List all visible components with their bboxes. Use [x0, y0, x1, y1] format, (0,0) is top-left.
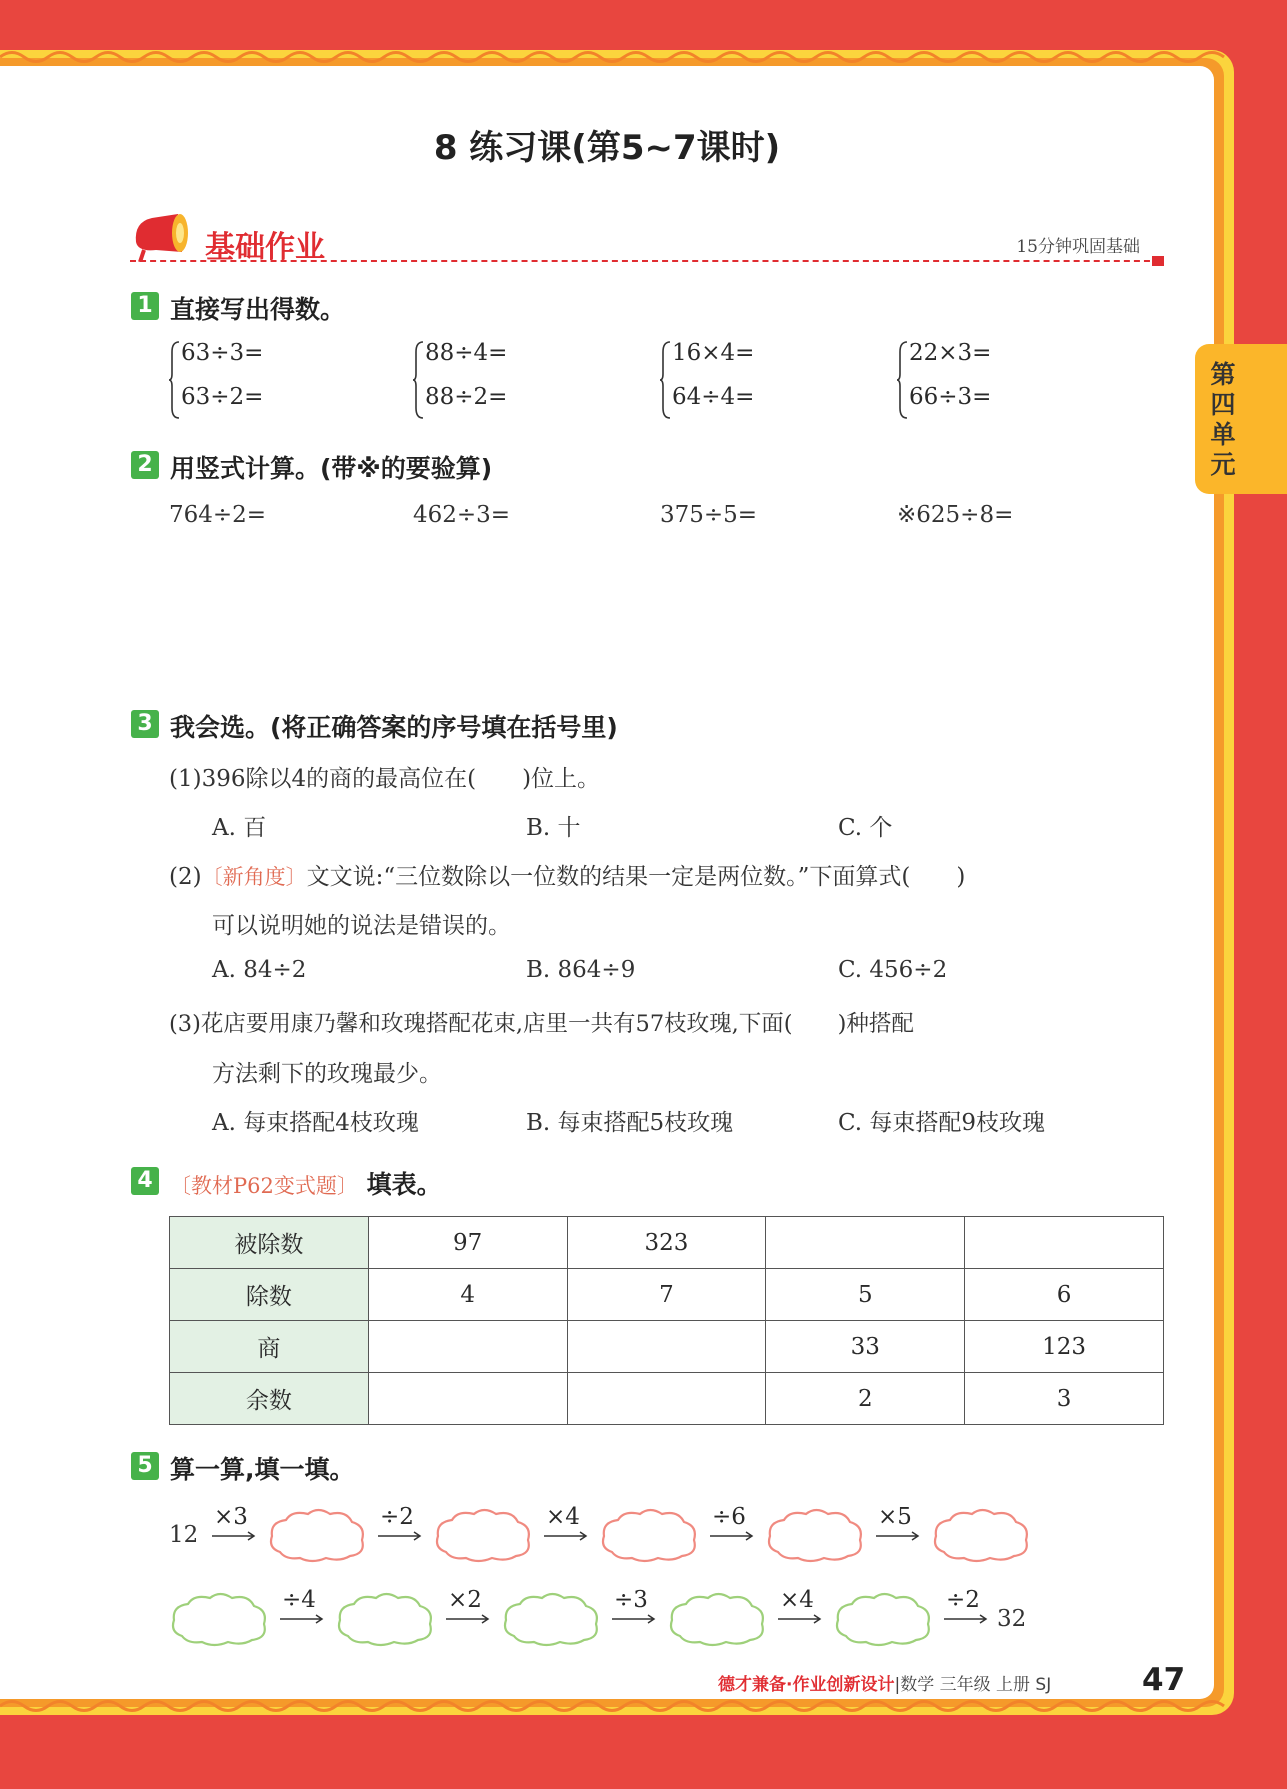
table-cell: 123	[965, 1321, 1164, 1373]
answer-cloud-red[interactable]	[598, 1506, 700, 1564]
operator: ÷3	[614, 1587, 648, 1613]
table-row	[170, 1373, 1164, 1425]
table-row	[170, 1217, 1164, 1269]
chain2-arrow-4	[776, 1587, 824, 1631]
row-header: 被除数	[170, 1217, 369, 1269]
operator: ×5	[878, 1504, 912, 1530]
q3-2-option-a[interactable]: A. 84÷2	[212, 957, 307, 983]
answer-cloud-green[interactable]	[334, 1590, 436, 1648]
footer-brand: 德才兼备·作业创新设计	[718, 1675, 895, 1695]
expression: 63÷2=	[181, 384, 264, 410]
footer-info: |数学 三年级 上册 SJ	[894, 1675, 1052, 1695]
question-number-4: 4	[131, 1167, 159, 1195]
q3-1-option-b[interactable]: B. 十	[526, 815, 581, 841]
operator: ×4	[780, 1587, 814, 1613]
question-2-text: 用竖式计算。(带※的要验算)	[170, 454, 493, 483]
q3-part-2-cont: 可以说明她的说法是错误的。	[212, 913, 511, 939]
table-cell: 7	[567, 1269, 766, 1321]
answer-cloud-green[interactable]	[168, 1590, 270, 1648]
vertical-calc-1: 764÷2=	[169, 502, 267, 528]
answer-cloud-red[interactable]	[764, 1506, 866, 1564]
question-number-3: 3	[131, 710, 159, 738]
new-angle-tag: 〔新角度〕	[201, 865, 307, 889]
chain2-arrow-1	[278, 1587, 326, 1631]
question-4-text	[170, 1165, 442, 1201]
table-cell: 2	[766, 1373, 965, 1425]
answer-cloud-green[interactable]	[666, 1590, 768, 1648]
q3-part-2-text: 文文说:“三位数除以一位数的结果一定是两位数。”下面算式( )	[306, 864, 966, 890]
row-header: 除数	[170, 1269, 369, 1321]
table-cell-blank[interactable]	[368, 1373, 567, 1425]
row-header: 余数	[170, 1373, 369, 1425]
expression: 88÷2=	[425, 384, 508, 410]
wavy-border-bottom	[0, 1697, 1234, 1715]
brace-icon	[169, 340, 181, 420]
chain2-arrow-2	[444, 1587, 492, 1631]
chain-start-number: 12	[169, 1522, 199, 1548]
page-title: 8 练习课(第5~7课时)	[433, 128, 781, 168]
table-cell-blank[interactable]	[965, 1217, 1164, 1269]
chain1-arrow-3	[542, 1504, 590, 1548]
chain2-arrow-3	[610, 1587, 658, 1631]
section-title: 基础作业	[205, 230, 325, 265]
question-1-text: 直接写出得数。	[170, 295, 346, 324]
question-4-label: 填表。	[366, 1170, 442, 1199]
q3-part-2-prefix: (2)	[169, 864, 202, 890]
table-cell: 6	[965, 1269, 1164, 1321]
table-cell: 3	[965, 1373, 1164, 1425]
question-number-2: 2	[131, 451, 159, 479]
vertical-calc-4: ※625÷8=	[897, 502, 1014, 528]
q3-part-3: (3)花店要用康乃馨和玫瑰搭配花束,店里一共有57枝玫瑰,下面( )种搭配	[169, 1011, 914, 1037]
unit-side-tab-label: 第四单元	[1210, 360, 1236, 479]
chain1-arrow-1	[210, 1504, 258, 1548]
operator: ×3	[214, 1504, 248, 1530]
table-cell: 4	[368, 1269, 567, 1321]
question-number-1: 1	[131, 292, 159, 320]
answer-cloud-green[interactable]	[500, 1590, 602, 1648]
q3-part-1: (1)396除以4的商的最高位在( )位上。	[169, 766, 601, 792]
chain1-arrow-4	[708, 1504, 756, 1548]
section-divider	[130, 260, 1160, 262]
wavy-border-top	[0, 48, 1234, 66]
brace-icon	[660, 340, 672, 420]
expression: 66÷3=	[909, 384, 992, 410]
table-cell-blank[interactable]	[567, 1373, 766, 1425]
question-3-text: 我会选。(将正确答案的序号填在括号里)	[170, 713, 618, 742]
page-number: 47	[1142, 1662, 1186, 1698]
brace-icon	[897, 340, 909, 420]
expression: 22×3=	[909, 340, 992, 366]
brace-icon	[413, 340, 425, 420]
table-cell-blank[interactable]	[567, 1321, 766, 1373]
answer-cloud-red[interactable]	[930, 1506, 1032, 1564]
expression: 88÷4=	[425, 340, 508, 366]
q3-1-option-c[interactable]: C. 个	[838, 815, 893, 841]
operator: ÷4	[282, 1587, 316, 1613]
expression: 16×4=	[672, 340, 755, 366]
q3-3-option-b[interactable]: B. 每束搭配5枝玫瑰	[526, 1110, 734, 1136]
q3-2-option-c[interactable]: C. 456÷2	[838, 957, 948, 983]
section-header	[130, 208, 1170, 268]
chain2-arrow-5	[942, 1587, 990, 1631]
table-cell: 5	[766, 1269, 965, 1321]
megaphone-icon	[130, 212, 198, 262]
chain1-arrow-5	[874, 1504, 922, 1548]
q3-part-3-cont: 方法剩下的玫瑰最少。	[212, 1061, 442, 1087]
expression: 64÷4=	[672, 384, 755, 410]
answer-cloud-red[interactable]	[266, 1506, 368, 1564]
q3-1-option-a[interactable]: A. 百	[212, 815, 267, 841]
chain1-arrow-2	[376, 1504, 424, 1548]
question-number-5: 5	[131, 1452, 159, 1480]
division-table	[169, 1216, 1164, 1425]
textbook-tag: 〔教材P62变式题〕	[170, 1174, 358, 1198]
table-cell: 323	[567, 1217, 766, 1269]
operator: ×2	[448, 1587, 482, 1613]
table-row	[170, 1269, 1164, 1321]
section-subtitle: 15分钟巩固基础	[1016, 237, 1140, 257]
table-cell: 97	[368, 1217, 567, 1269]
footer	[718, 1670, 1051, 1695]
table-row	[170, 1321, 1164, 1373]
vertical-calc-3: 375÷5=	[660, 502, 758, 528]
question-5-text: 算一算,填一填。	[170, 1455, 355, 1484]
table-cell-blank[interactable]	[368, 1321, 567, 1373]
q3-2-option-b[interactable]: B. 864÷9	[526, 957, 636, 983]
table-cell: 33	[766, 1321, 965, 1373]
table-cell-blank[interactable]	[766, 1217, 965, 1269]
vertical-calc-2: 462÷3=	[413, 502, 511, 528]
chain-end-number: 32	[997, 1606, 1027, 1632]
section-divider-end	[1152, 256, 1164, 266]
q3-part-2	[169, 858, 965, 891]
expression: 63÷3=	[181, 340, 264, 366]
operator: ÷6	[712, 1504, 746, 1530]
operator: ×4	[546, 1504, 580, 1530]
q3-3-option-a[interactable]: A. 每束搭配4枝玫瑰	[212, 1110, 419, 1136]
answer-cloud-red[interactable]	[432, 1506, 534, 1564]
answer-cloud-green[interactable]	[832, 1590, 934, 1648]
row-header: 商	[170, 1321, 369, 1373]
operator: ÷2	[380, 1504, 414, 1530]
operator: ÷2	[946, 1587, 980, 1613]
q3-3-option-c[interactable]: C. 每束搭配9枝玫瑰	[838, 1110, 1046, 1136]
